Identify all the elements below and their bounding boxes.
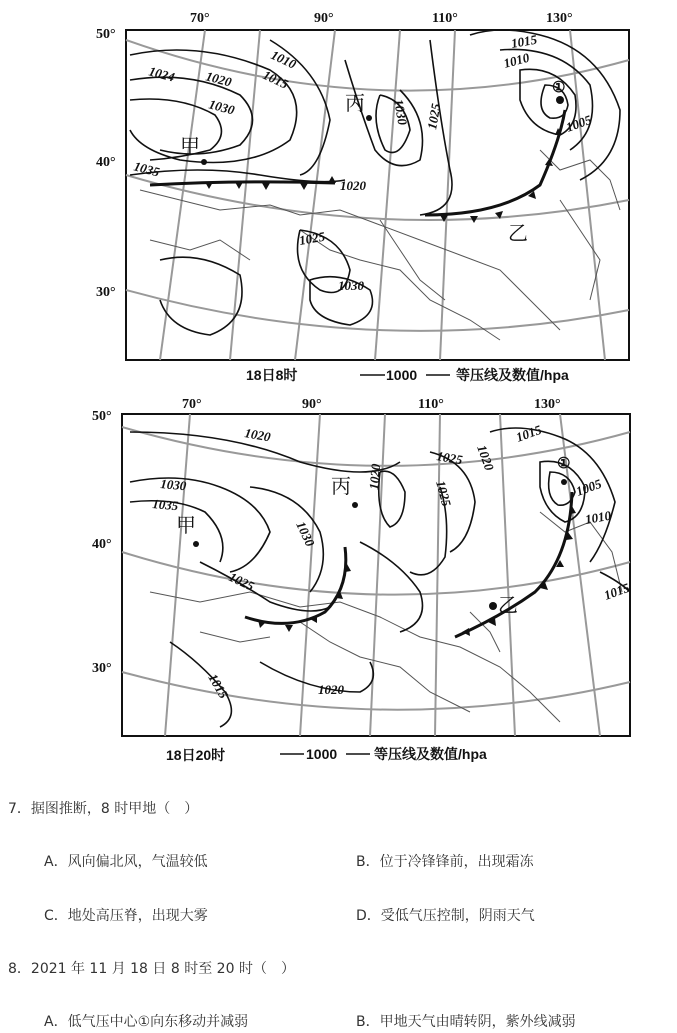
weather-map-8pm xyxy=(0,392,677,772)
center-dot xyxy=(556,96,564,104)
isobar-label: 1025 xyxy=(297,228,327,248)
lat-label: 50° xyxy=(96,27,116,42)
bing-dot xyxy=(366,115,372,121)
legend-value: 1000 xyxy=(386,367,418,383)
isobar-label: 1020 xyxy=(474,442,498,473)
isobar-label: 1010 xyxy=(583,507,613,527)
jia-dot xyxy=(201,159,207,165)
lon-label: 110° xyxy=(418,397,444,412)
isobar-label: 1020 xyxy=(318,682,344,697)
question-7-option-b[interactable]: B．位于冷锋锋前，出现霜冻 xyxy=(356,854,534,870)
lon-label: 130° xyxy=(546,11,573,26)
lon-label: 90° xyxy=(314,11,334,26)
isobar-label: 1025 xyxy=(424,102,444,131)
lon-label: 70° xyxy=(182,397,202,412)
isobar-label: 1030 xyxy=(207,96,237,118)
weather-map-8pm-svg xyxy=(0,392,677,772)
lon-label: 90° xyxy=(302,397,322,412)
question-7-option-c[interactable]: C．地处高压脊，出现大雾 xyxy=(44,908,208,924)
isobar-label: 1015 xyxy=(601,579,632,603)
caption-time: 18日8时 xyxy=(246,367,298,383)
weather-map-8am xyxy=(0,0,677,385)
isobar-label: 1035 xyxy=(132,158,162,180)
legend-value: 1000 xyxy=(306,746,338,762)
isobar-label: 1025 xyxy=(433,478,455,508)
isobar-label: 1030 xyxy=(293,518,318,549)
lat-label: 40° xyxy=(96,155,116,170)
isobar-label: 1005 xyxy=(563,111,594,135)
isobar-label: 1020 xyxy=(366,463,384,491)
legend-text: 等压线及数值/hpa xyxy=(374,746,487,762)
question-8-option-b[interactable]: B．甲地天气由晴转阴，紫外线减弱 xyxy=(356,1014,576,1030)
isobar-label: 1024 xyxy=(147,63,177,85)
question-8-stem: 8．2021 年 11 月 18 日 8 时至 20 时（ ） xyxy=(8,961,295,977)
isobar-label: 1020 xyxy=(204,68,234,90)
lon-label: 110° xyxy=(432,11,458,26)
isobar-label: 1030 xyxy=(159,476,187,494)
place-bing: 丙 xyxy=(345,91,365,115)
isobar-label: 1035 xyxy=(151,496,179,514)
low-center-marker: ① xyxy=(552,80,566,96)
question-7-option-d[interactable]: D．受低气压控制，阴雨天气 xyxy=(356,908,535,924)
isobar-label: 1030 xyxy=(391,97,411,127)
legend-text: 等压线及数值/hpa xyxy=(456,367,569,383)
place-bing: 丙 xyxy=(331,474,351,498)
isobar-label: 1015 xyxy=(260,67,291,92)
place-jia: 甲 xyxy=(180,134,200,158)
isobar-label: 1010 xyxy=(501,49,531,71)
isobar-label: 1025 xyxy=(226,569,257,594)
lon-label: 70° xyxy=(190,11,210,26)
isobar-label: 1030 xyxy=(338,278,364,293)
isobar-label: 1020 xyxy=(340,178,366,193)
caption-time: 18日20时 xyxy=(166,747,226,763)
isobar-label: 1015 xyxy=(509,31,539,51)
yi-dot xyxy=(489,602,497,610)
place-yi: 乙 xyxy=(498,593,518,617)
center-dot xyxy=(561,479,567,485)
isobar-label: 1025 xyxy=(435,448,464,468)
low-center-marker: ① xyxy=(557,456,571,472)
question-7-stem: 7．据图推断，8 时甲地（ ） xyxy=(8,801,199,817)
lat-label: 40° xyxy=(92,537,112,552)
question-8-option-a[interactable]: A．低气压中心①向东移动并减弱 xyxy=(44,1014,249,1030)
isobar-label: 1015 xyxy=(205,671,232,702)
weather-map-8am-svg xyxy=(0,0,677,385)
jia-dot xyxy=(193,541,199,547)
lat-label: 30° xyxy=(96,285,116,300)
lat-label: 50° xyxy=(92,409,112,424)
place-jia: 甲 xyxy=(176,513,196,537)
lon-label: 130° xyxy=(534,397,561,412)
isobar-label: 1005 xyxy=(573,475,604,499)
question-7-option-a[interactable]: A．风向偏北风，气温较低 xyxy=(44,854,208,870)
place-yi: 乙 xyxy=(508,221,528,245)
lat-label: 30° xyxy=(92,661,112,676)
isobar-label: 1015 xyxy=(513,421,544,445)
bing-dot xyxy=(352,502,358,508)
isobar-label: 1010 xyxy=(268,47,299,72)
isobar-label: 1020 xyxy=(243,425,272,445)
